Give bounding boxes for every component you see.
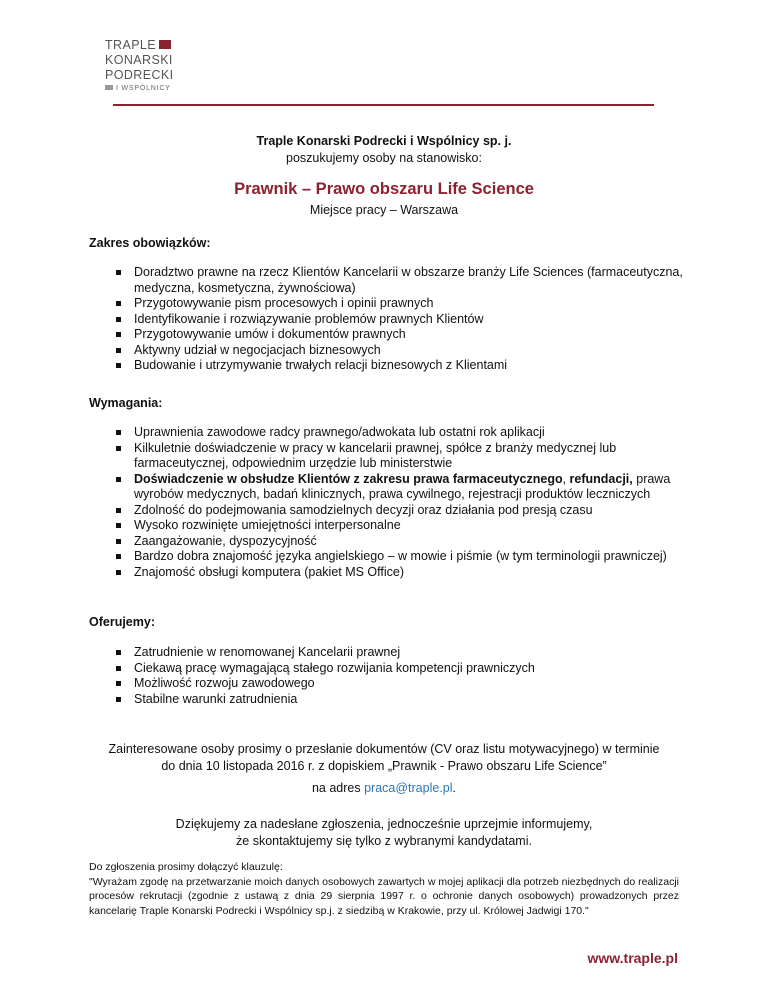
bullet-icon <box>116 363 121 368</box>
consent-intro: Do zgłoszenia prosimy dołączyć klauzulę: <box>89 861 283 873</box>
list-item: Aktywny udział w negocjacjach biznesowych <box>89 343 689 359</box>
offer-section <box>89 614 689 707</box>
bullet-icon <box>116 332 121 337</box>
list-item: Zdolność do podejmowania samodzielnych decyzji oraz działania pod presją czasu <box>89 503 689 519</box>
offer-list <box>89 645 689 707</box>
requirements-heading: Wymagania: <box>89 396 163 410</box>
consent-text: "Wyrażam zgodę na przetwarzanie moich danych osobowych zawartych w mojej aplikacji dla potrzeb niezbędnych do realizacji procesów rekrutacji (zgodnie z ustawą z dnia 29 sierpnia 1997 r. o ochronie danych osobowych) prowadzonych przez kancelarię Traple Konarski Podrecki i Wspólnicy sp.j. z siedzibą w Krakowie, przy ul. Królowej Jadwigi 170." <box>89 875 679 917</box>
requirements-section <box>89 395 689 580</box>
offer-heading: Oferujemy: <box>89 615 155 629</box>
bullet-icon <box>116 650 121 655</box>
list-item: Doradztwo prawne na rzecz Klientów Kancelarii w obszarze branży Life Sciences (farmaceutyczna, medyczna, kosmetyczna, żywnościowa) <box>89 265 689 296</box>
bullet-icon <box>116 270 121 275</box>
bullet-icon <box>116 446 121 451</box>
list-item: Uprawnienia zawodowe radcy prawnego/adwokata lub ostatni rok aplikacji <box>89 425 689 441</box>
list-item: Doświadczenie w obsłudze Klientów z zakresu prawa farmaceutycznego, refundacji, prawa wyrobów medycznych, badań klinicznych, prawa cywilnego, rejestracji produktów leczniczych <box>89 472 689 503</box>
bullet-icon <box>116 697 121 702</box>
bullet-icon <box>116 554 121 559</box>
list-item: Znajomość obsługi komputera (pakiet MS Office) <box>89 565 689 581</box>
logo-line-1: TRAPLE <box>105 38 157 52</box>
consent-clause <box>89 860 679 918</box>
list-item: Przygotowywanie pism procesowych i opinii prawnych <box>89 296 689 312</box>
job-location: Miejsce pracy – Warszawa <box>309 203 459 217</box>
list-item: Budowanie i utrzymywanie trwałych relacji biznesowych z Klientami <box>89 358 689 374</box>
list-item: Możliwość rozwoju zawodowego <box>89 676 689 692</box>
bullet-icon <box>116 348 121 353</box>
seeking-line: poszukujemy osoby na stanowisko: <box>286 151 482 165</box>
bullet-icon <box>116 539 121 544</box>
list-item: Zaangażowanie, dyspozycyjność <box>89 534 689 550</box>
logo-red-square <box>159 40 171 49</box>
email-link[interactable]: praca@traple.pl <box>364 781 453 795</box>
list-item: Stabilne warunki zatrudnienia <box>89 692 689 708</box>
company-logo <box>105 38 195 94</box>
bullet-icon <box>116 477 121 482</box>
requirements-list <box>89 425 689 580</box>
company-name: Traple Konarski Podrecki i Wspólnicy sp. j. <box>256 134 512 148</box>
list-item: Bardzo dobra znajomość języka angielskiego – w mowie i piśmie (w tym terminologii prawniczej) <box>89 549 689 565</box>
bullet-icon <box>116 523 121 528</box>
bullet-icon <box>116 430 121 435</box>
bullet-icon <box>116 570 121 575</box>
application-instructions: Zainteresowane osoby prosimy o przesłanie dokumentów (CV oraz listu motywacyjnego) w terminie do dnia 10 listopada 2016 r. z dopiskiem „Prawnik - Prawo obszaru Life Science” <box>108 742 660 773</box>
bullet-icon <box>116 681 121 686</box>
bullet-icon <box>116 508 121 513</box>
header-divider <box>113 104 654 106</box>
duties-section <box>89 235 689 374</box>
logo-grey-square <box>105 85 113 90</box>
application-address: na adres praca@traple.pl. <box>311 781 457 795</box>
bullet-icon <box>116 301 121 306</box>
logo-line-3: PODRECKI <box>105 68 174 82</box>
bullet-icon <box>116 666 121 671</box>
list-item: Zatrudnienie w renomowanej Kancelarii prawnej <box>89 645 689 661</box>
logo-line-4: I WSPÓLNICY <box>116 85 171 92</box>
list-item: Przygotowywanie umów i dokumentów prawnych <box>89 327 689 343</box>
list-item: Wysoko rozwinięte umiejętności interpersonalne <box>89 518 689 534</box>
duties-heading: Zakres obowiązków: <box>89 236 211 250</box>
list-item: Kilkuletnie doświadczenie w pracy w kancelarii prawnej, spółce z branży medycznej lub farmaceutycznej, odpowiednim urzędzie lub ministerstwie <box>89 441 689 472</box>
list-item: Ciekawą pracę wymagającą stałego rozwijania kompetencji prawniczych <box>89 661 689 677</box>
job-title: Prawnik – Prawo obszaru Life Science <box>234 180 534 198</box>
footer-website[interactable]: www.traple.pl <box>587 950 678 966</box>
list-item: Identyfikowanie i rozwiązywanie problemów prawnych Klientów <box>89 312 689 328</box>
thanks-note: Dziękujemy za nadesłane zgłoszenia, jednocześnie uprzejmie informujemy, że skontaktujemy się tylko z wybranymi kandydatami. <box>175 817 593 848</box>
duties-list <box>89 265 689 374</box>
logo-line-2: KONARSKI <box>105 53 173 67</box>
bullet-icon <box>116 317 121 322</box>
